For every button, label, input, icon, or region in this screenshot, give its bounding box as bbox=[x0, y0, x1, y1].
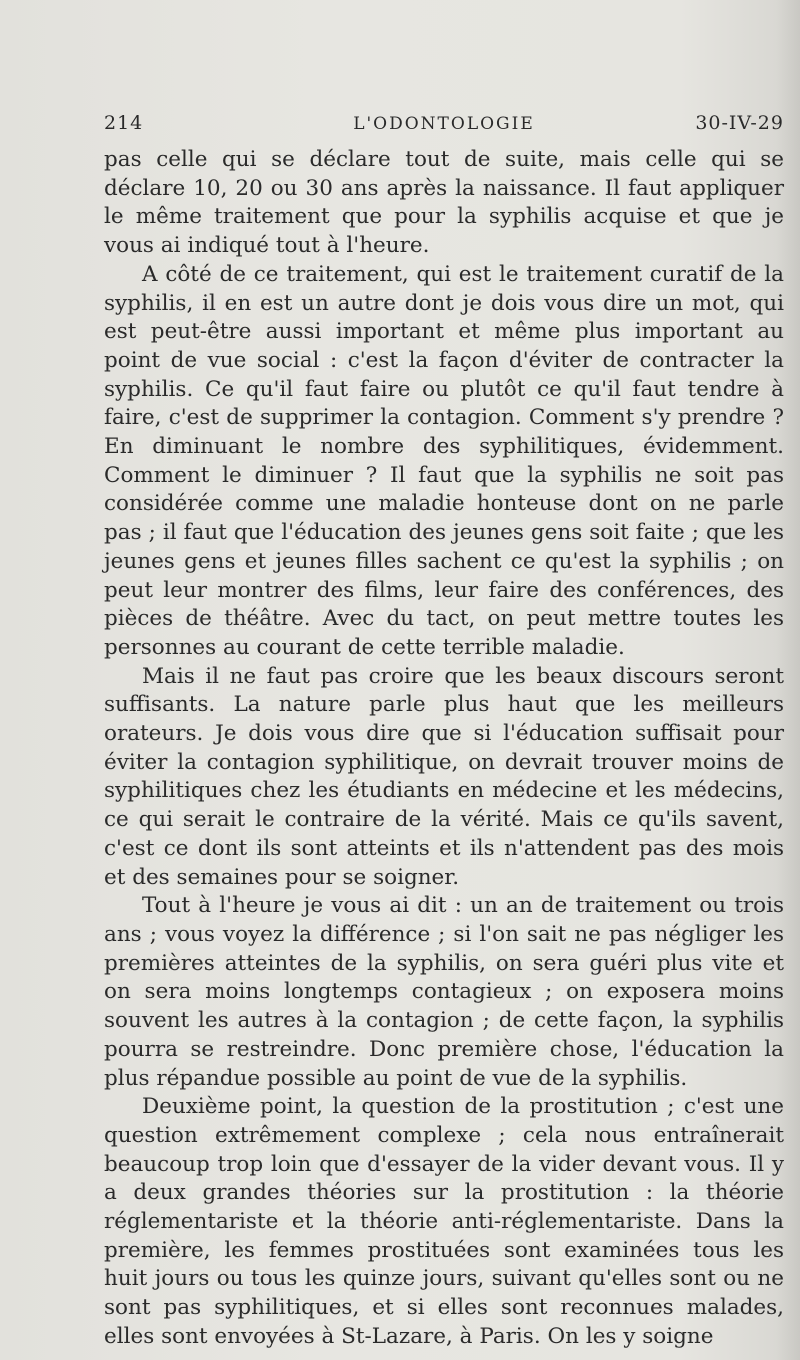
paragraph-2: A côté de ce traitement, qui est le traitement curatif de la syphilis, il en est un autre dont je dois vous dire un mot, qui est peut-être aussi important et même plus important au point de vue social : c'est la façon d'éviter de contracter la syphilis. Ce qu'il faut faire ou plutôt ce qu'il faut tendre à faire, c'est de supprimer la contagion. Comment s'y prendre ? En diminuant le nombre des syphilitiques, évidemment. Comment le diminuer ? Il faut que la syphilis ne soit pas considérée comme une maladie honteuse dont on ne parle pas ; il faut que l'éducation des jeunes gens soit faite ; que les jeunes gens et jeunes filles sachent ce qu'est la syphilis ; on peut leur montrer des films, leur faire des conférences, des pièces de théâtre. Avec du tact, on peut mettre toutes les personnes au courant de cette terrible maladie. bbox=[104, 261, 784, 660]
running-title: L'ODONTOLOGIE bbox=[353, 114, 535, 134]
issue-date: 30-IV-29 bbox=[695, 112, 784, 134]
paragraph-3: Mais il ne faut pas croire que les beaux discours seront suffisants. La nature parle plus haut que les meilleurs orateurs. Je dois vous dire que si l'éducation suffisait pour éviter la contagion syphilitique, on devrait trouver moins de syphilitiques chez les étudiants en médecine et les médecins, ce qui serait le contraire de la vérité. Mais ce qu'ils savent, c'est ce dont ils sont atteints et ils n'attendent pas des mois et des semaines pour se soigner. bbox=[104, 663, 784, 890]
page-number: 214 bbox=[104, 112, 144, 134]
paragraph-4: Tout à l'heure je vous ai dit : un an de traitement ou trois ans ; vous voyez la différence ; si l'on sait ne pas négliger les premières atteintes de la syphilis, on sera guéri plus vite et on sera moins longtemps contagieux ; on exposera moins souvent les autres à la contagion ; de cette façon, la syphilis pourra se restreindre. Donc première chose, l'éducation la plus répandue possible au point de vue de la syphilis. bbox=[104, 893, 784, 1091]
page-header bbox=[104, 112, 784, 142]
paragraph-1: pas celle qui se déclare tout de suite, mais celle qui se déclare 10, 20 ou 30 ans après la naissance. Il faut appliquer le même traitement que pour la syphilis acquise et que je vous ai indiqué tout à l'heure. bbox=[104, 147, 784, 259]
paragraph-5: Deuxième point, la question de la prostitution ; c'est une question extrêmement complexe ; cela nous entraînerait beaucoup trop loin que d'essayer de la vider devant vous. Il y a deux grandes théories sur la prostitution : la théorie réglementariste et la théorie anti-réglementariste. Dans la première, les femmes prostituées sont examinées tous les huit jours ou tous les quinze jours, suivant qu'elles sont ou ne sont pas syphilitiques, et si elles sont reconnues malades, elles sont envoyées à St-Lazare, à Paris. On les y soigne bbox=[104, 1094, 784, 1349]
body-text bbox=[104, 146, 784, 1352]
